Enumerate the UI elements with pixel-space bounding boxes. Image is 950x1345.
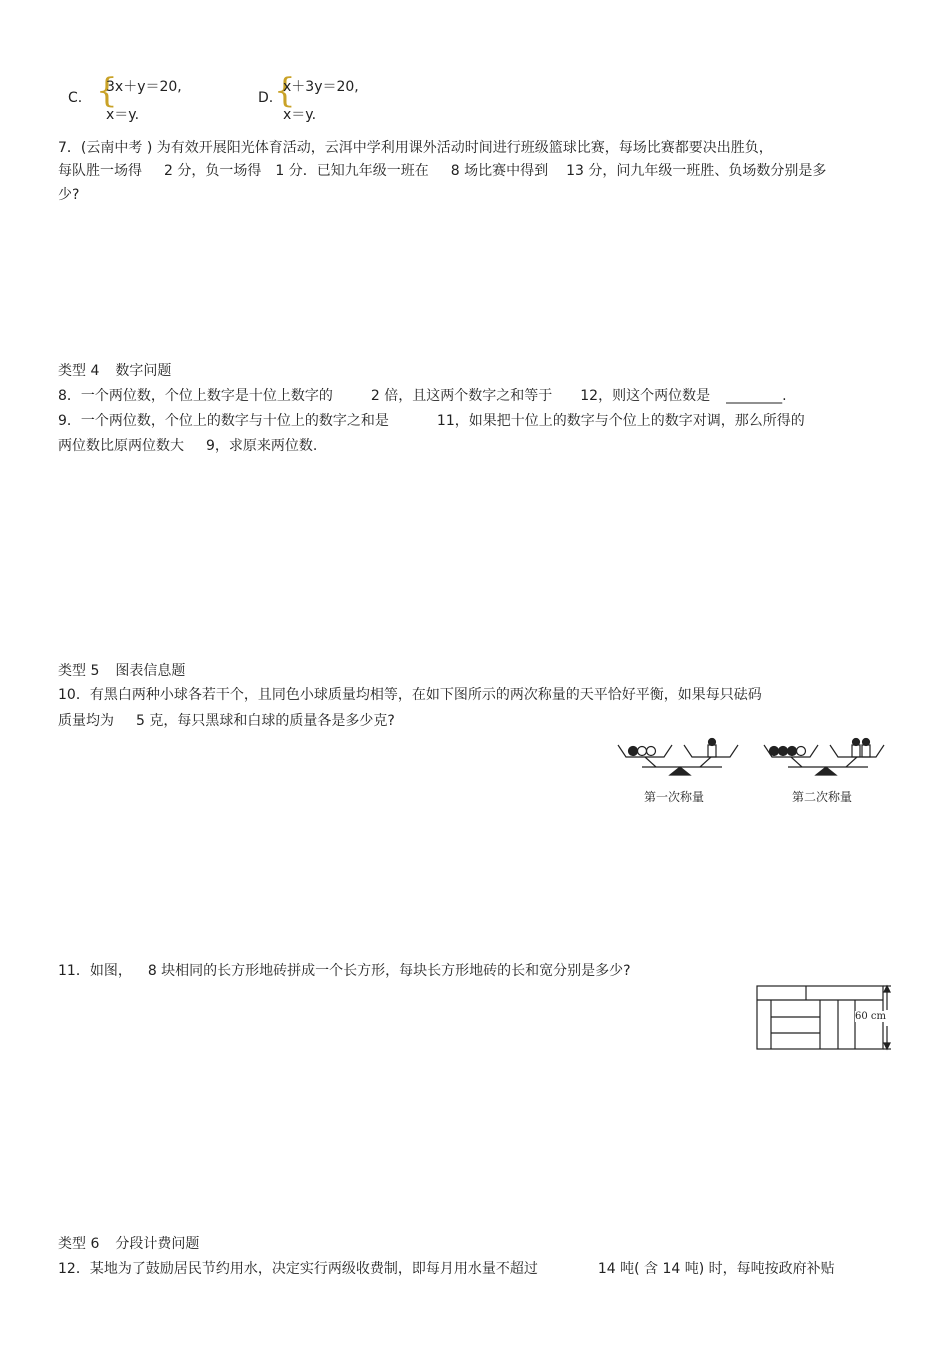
question-8: 8．一个两位数，个位上数字是十位上数字的 2 倍，且这两个数字之和等于 12，则这个两位数是 ________.	[58, 388, 787, 404]
question-11: 11．如图， 8 块相同的长方形地砖拼成一个长方形，每块长方形地砖的长和宽分别是多少?	[58, 963, 631, 979]
question-9-line-1: 9．一个两位数，个位上的数字与十位上的数字之和是 11，如果把十位上的数字与个位上的数字对调，那么所得的	[58, 413, 805, 429]
first-weighing-label: 第一次称量	[644, 790, 705, 804]
question-10-line-2: 质量均为 5 克，每只黑球和白球的质量各是多少克?	[58, 713, 395, 729]
option-d-brace: {	[274, 71, 296, 111]
question-7-line-1: 7．(云南中考 ) 为有效开展阳光体育活动，云洱中学利用课外活动时间进行班级篮球比赛，每场比赛都要决出胜负，	[58, 140, 773, 156]
answer-blank[interactable]: ________.	[726, 388, 787, 404]
question-7-line-2: 每队胜一场得 2 分，负一场得 1 分．已知九年级一班在 8 场比赛中得到 13 分，问九年级一班胜、负场数分别是多	[58, 163, 827, 179]
option-d-equation-2: x＝y.	[283, 107, 317, 123]
section-heading-type-4: 类型 4 数字问题	[58, 363, 172, 379]
section-heading-type-5: 类型 5 图表信息题	[58, 663, 186, 679]
balance-figure	[612, 733, 897, 808]
question-10-line-1: 10．有黑白两种小球各若干个，且同色小球质量均相等，在如下图所示的两次称量的天平恰好平衡，如果每只砝码	[58, 687, 762, 703]
option-c-equation-2: x＝y.	[106, 107, 140, 123]
option-d-label: D.	[258, 90, 274, 106]
option-c-label: C.	[68, 90, 83, 106]
section-heading-type-6: 类型 6 分段计费问题	[58, 1236, 200, 1252]
second-weighing-scale	[764, 739, 884, 776]
height-label: 60 cm	[855, 1011, 886, 1022]
second-weighing-label: 第二次称量	[792, 790, 853, 804]
option-c-brace: {	[96, 71, 118, 111]
first-weighing-scale	[618, 739, 738, 776]
option-d-equation-1: x＋3y＝20,	[283, 79, 359, 95]
tile-figure	[755, 984, 895, 1054]
question-9-line-2: 两位数比原两位数大 9，求原来两位数.	[58, 438, 318, 454]
question-7-line-3: 少?	[58, 187, 80, 203]
option-c-equation-1: 3x＋y＝20,	[106, 79, 182, 95]
question-12: 12．某地为了鼓励居民节约用水，决定实行两级收费制，即每月用水量不超过 14 吨( 含 14 吨) 时，每吨按政府补贴	[58, 1261, 835, 1277]
